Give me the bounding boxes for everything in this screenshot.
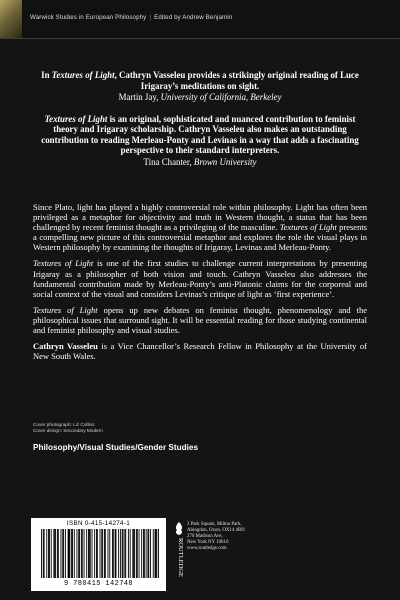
photo-credit: Cover photograph: Liz Collins — [33, 422, 95, 427]
review-text — [33, 114, 367, 156]
barcode-bar — [88, 529, 89, 578]
barcode-bar — [109, 529, 110, 578]
barcode-bar — [136, 529, 137, 578]
description-text: is one of the first studies to challenge current interpretations by presenting Irigaray as a philosopher of both vision and touch. Cathryn Vasseleu also addresses the fundamental contribution made by Merleau-Ponty’s anti-Platonic claims for the corporeal and social context of the visual and considers Levinas’s critique of light as ‘first experience’. — [33, 258, 367, 299]
review-attribution: Tina Chanter, Brown University — [143, 156, 257, 167]
barcode-bar — [71, 529, 72, 578]
barcode-bar — [130, 529, 131, 578]
barcode-bar — [137, 529, 138, 578]
barcode-bar — [49, 529, 50, 578]
book-description — [33, 202, 367, 367]
barcode-bar — [69, 529, 70, 578]
barcode-bar — [79, 529, 80, 578]
routledge-wordmark: ROUTLEDGE — [177, 538, 184, 577]
barcode-bar — [123, 529, 124, 578]
book-title-italic: Textures of Light — [279, 222, 337, 233]
barcode-bar — [46, 529, 47, 578]
barcode-bar — [133, 529, 134, 578]
header-rule — [0, 38, 400, 39]
barcode-bar — [144, 529, 145, 578]
review-quotes — [33, 70, 367, 167]
barcode-bar — [51, 529, 52, 578]
barcode-bar — [82, 529, 83, 578]
barcode-bar — [132, 529, 133, 578]
barcode-bar — [146, 529, 147, 578]
barcode-bar — [61, 529, 62, 578]
barcode-bar — [68, 529, 69, 578]
barcode-bar — [118, 529, 119, 578]
series-editor: Edited by Andrew Benjamin — [154, 14, 233, 21]
author-bio — [33, 341, 367, 361]
reviewer-name: Martin Jay — [118, 92, 157, 102]
barcode-bar — [78, 529, 79, 578]
barcode-bar — [105, 529, 106, 578]
review-text — [33, 70, 367, 91]
series-header — [30, 14, 232, 21]
barcode-bar — [148, 529, 149, 578]
barcode-bar — [100, 529, 101, 578]
reviewer-name: Tina Chanter — [143, 156, 190, 167]
reviewer-affiliation: University of California, Berkeley — [160, 92, 282, 102]
barcode-bar — [43, 529, 44, 578]
barcode-bar — [102, 529, 103, 578]
design-credit: Cover design: Secondary Modern — [33, 428, 103, 433]
address-line: 270 Madison Ave, — [187, 534, 223, 539]
barcode-bar — [90, 529, 91, 578]
barcode-bar — [62, 529, 63, 578]
address-line: New York NY 10016 — [187, 540, 229, 545]
barcode-bar — [65, 529, 66, 578]
barcode-bar — [112, 529, 113, 578]
barcode-bar — [74, 529, 75, 578]
barcode-bar — [55, 529, 56, 578]
series-header-band — [0, 0, 400, 38]
book-title-italic: Textures of Light — [44, 113, 108, 124]
reviewer-affiliation: Brown University — [193, 156, 257, 167]
barcode-bar — [89, 529, 90, 578]
barcode-bar — [147, 529, 148, 578]
barcode-bar — [139, 529, 140, 578]
barcode-bar — [108, 529, 109, 578]
barcode-bar — [153, 529, 154, 578]
logo-emblem — [176, 522, 182, 535]
author-bio-text: is a Vice Chancellor’s Research Fellow in Philosophy at the University of New South Wales. — [33, 341, 368, 362]
review-quote — [33, 70, 367, 103]
barcode-bar — [97, 529, 98, 578]
book-title-italic: Textures of Light — [51, 70, 115, 80]
barcode-bar — [63, 529, 64, 578]
barcode-bar — [113, 529, 114, 578]
description-text: presents a compelling new picture of this controversial metaphor and explores the role the visual plays in Western philosophy by examining the thoughts of Irigaray, Levinas and Merleau-Ponty. — [33, 222, 367, 253]
barcode-bar — [76, 529, 77, 578]
barcode-bar — [125, 529, 126, 578]
description-paragraph — [33, 202, 367, 252]
review-text-post: is an original, sophisticated and nuanced contribution to feminist theory and Irigaray scholarship. Cathryn Vasseleu also makes an outstanding contribution to reading Merleau-Ponty and Levinas in a way that adds a fascinating perspective to their standard interpreters. — [41, 113, 359, 155]
barcode-bar — [128, 529, 129, 578]
barcode-bar — [104, 529, 105, 578]
barcode-bar — [122, 529, 123, 578]
description-text: Since Plato, light has played a highly controversial role within philosophy. Light has often been privileged as a metaphor for objectivity and truth in Western thought, a status that has been challenged by recent feminist thought as a privileging of the masculine. — [33, 202, 367, 233]
description-paragraph — [33, 305, 367, 335]
isbn-number: ISBN 0-415-14274-1 — [66, 520, 131, 527]
routledge-logo-mark — [173, 521, 185, 587]
barcode-bar — [57, 529, 58, 578]
series-separator: | — [149, 14, 152, 21]
barcode-bar — [158, 529, 159, 578]
barcode-bar — [41, 529, 42, 578]
barcode-bar — [94, 529, 95, 578]
barcode-bar — [58, 529, 59, 578]
barcode-bar — [101, 529, 102, 578]
barcode-panel — [31, 518, 166, 591]
barcode-bar — [120, 529, 121, 578]
cover-color-swatch — [0, 0, 22, 38]
barcode-bar — [53, 529, 54, 578]
barcode-bar — [92, 529, 93, 578]
barcode-bar — [116, 529, 117, 578]
barcode-bar — [69, 529, 70, 578]
barcode-bar — [143, 529, 144, 578]
description-text: opens up new debates on feminist thought, phenomenology and the philosophical issues that surround sight. It will be essential reading for those studying continental and feminist philosophy and visual studies. — [33, 304, 367, 336]
barcode-bar — [155, 529, 156, 578]
barcode-bar — [141, 529, 142, 578]
barcode-bar — [155, 529, 156, 578]
barcode-bar — [156, 529, 157, 578]
barcode-bar — [72, 529, 73, 578]
subject-categories: Philosophy/Visual Studies/Gender Studies — [33, 443, 199, 452]
series-title: Warwick Studies in European Philosophy — [30, 14, 147, 21]
barcode-bar — [86, 529, 87, 578]
review-text-post: , Cathryn Vasseleu provides a strikingly original reading of Luce Irigaray’s meditations on sight. — [114, 70, 359, 91]
book-title-italic: Textures of Light — [33, 304, 98, 315]
review-quote — [33, 114, 367, 168]
barcode-bar — [54, 529, 55, 578]
description-paragraph — [33, 258, 367, 298]
barcode-bar — [44, 529, 45, 578]
barcode-bar — [150, 529, 151, 578]
book-title-italic: Textures of Light — [33, 258, 94, 269]
publisher-address — [187, 522, 337, 552]
barcode-bar — [81, 529, 82, 578]
barcode-bar — [96, 529, 97, 578]
barcode-bar — [134, 529, 135, 578]
barcode-bar — [115, 529, 116, 578]
address-line: www.routledge.com — [187, 546, 227, 551]
barcode-bars — [41, 529, 159, 578]
barcode-bar — [48, 529, 49, 578]
author-name: Cathryn Vasseleu — [33, 341, 98, 352]
barcode-bar — [84, 529, 85, 578]
review-text-pre: In — [41, 70, 52, 80]
routledge-logo — [173, 521, 185, 587]
cover-credits — [33, 422, 233, 434]
barcode-digits: 9 780415 142748 — [63, 580, 133, 588]
address-line: 2 Park Square, Milton Park, — [187, 522, 242, 527]
address-line: Abingdon, Oxon, OX14 4RN — [187, 528, 245, 533]
barcode-bar — [124, 529, 125, 578]
review-attribution: Martin Jay, University of California, Berkeley — [118, 92, 282, 102]
